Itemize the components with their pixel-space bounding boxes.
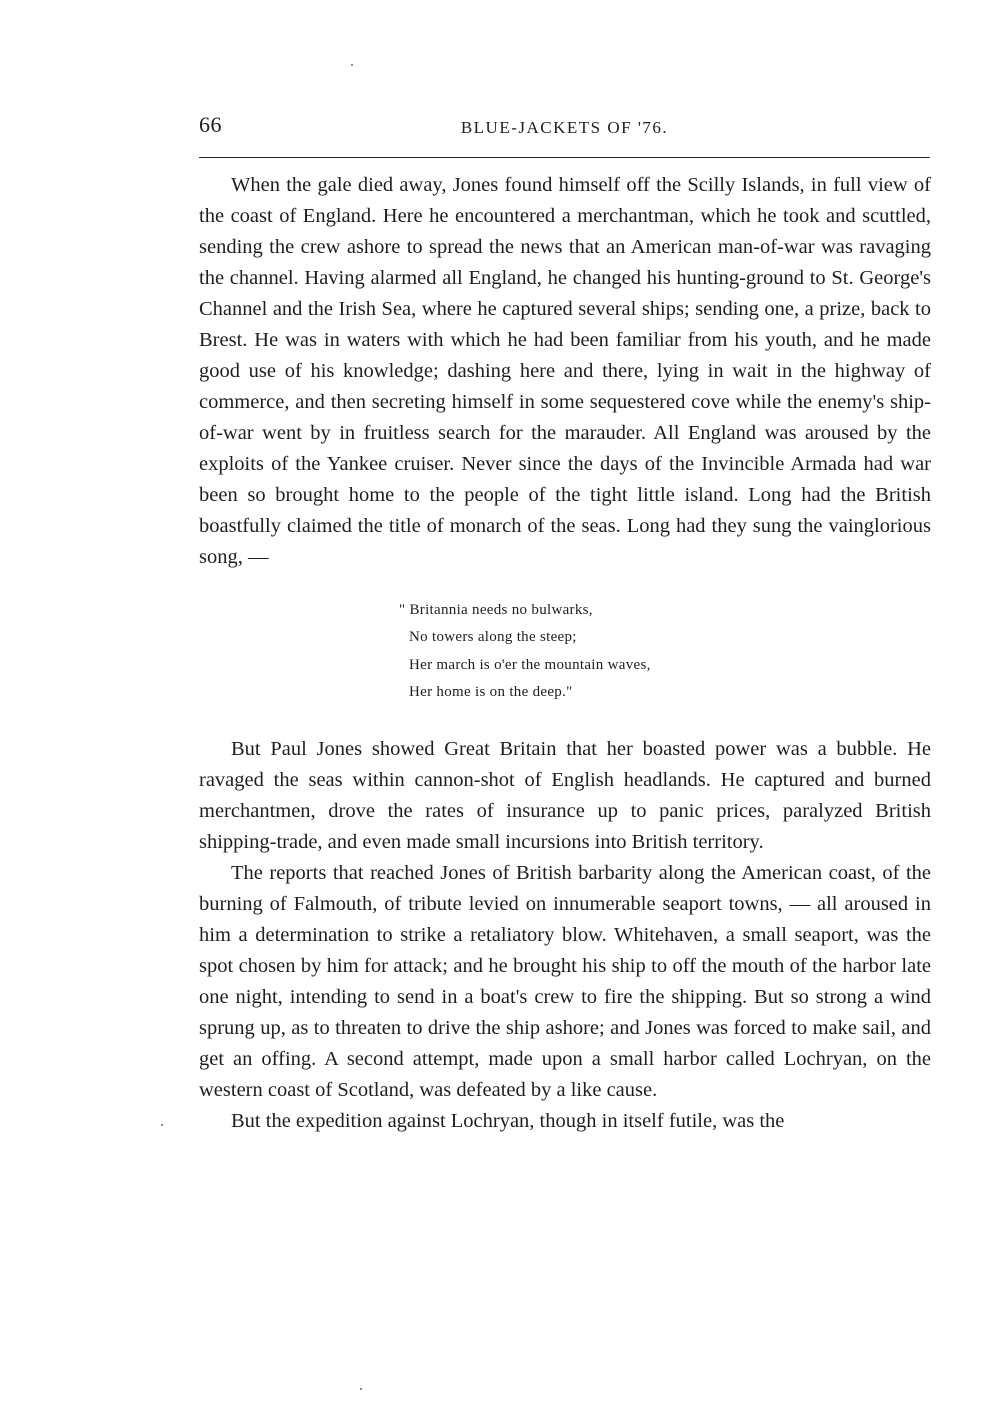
paragraph-reports: The reports that reached Jones of British barbarity along the American coast, of the burning of Falmouth, of tribute levied on innumerable seaport towns, — all aroused in him a determination to strike a retaliatory blow. Whitehaven, a small seaport, was the spot chosen by him for attack; and he brought his ship to off the mouth of the harbor late one night, intending to send in a boat's crew to fire the shipping. But so strong a wind sprung up, as to threaten to drive the ship ashore; and Jones was forced to make sail, and get an offing. A second attempt, made upon a small harbor called Lochryan, on the western coast of Scotland, was defeated by a like cause.: [199, 862, 931, 1102]
poem-line-4: Her home is on the deep.": [409, 683, 573, 700]
paragraph-bubble: But Paul Jones showed Great Britain that her boasted power was a bubble. He ravaged the seas within cannon-shot of English headlands. He captured and burned merchantmen, drove the rates of insurance up to panic prices, paralyzed British shipping-trade, and even made small incursions into British territory.: [199, 738, 931, 854]
running-title: BLUE-JACKETS OF '76.: [460, 118, 669, 137]
poem-quote: [399, 597, 931, 706]
print-speck: [161, 1124, 163, 1126]
print-speck: [351, 64, 353, 66]
paragraph-lochryan: But the expedition against Lochryan, though in itself futile, was the: [231, 1110, 785, 1133]
poem-line-1: " Britannia needs no bulwarks,: [399, 602, 593, 618]
paragraph-gale: When the gale died away, Jones found himself off the Scilly Islands, in full view of the coast of England. Here he encountered a merchantman, which he took and scuttled, sending the crew ashore to spread the news that an American man-of-war was ravaging the channel. Having alarmed all England, he changed his hunting-ground to St. George's Channel and the Irish Sea, where he captured several ships; sending one, a prize, back to Brest. He was in waters with which he had been familiar from his youth, and he made good use of his knowledge; dashing here and there, lying in wait in the highway of commerce, and then secreting himself in some sequestered cove while the enemy's ship-of-war went by in fruitless search for the marauder. All England was aroused by the exploits of the Yankee cruiser. Never since the days of the Invincible Armada had war been so brought home to the people of the tight little island. Long had the British boastfully claimed the title of monarch of the seas. Long had they sung the vainglorious song, —: [199, 174, 931, 568]
page-number: 66: [199, 112, 222, 137]
body-text: [199, 170, 931, 1137]
header-rule: [199, 157, 930, 158]
poem-line-3: Her march is o'er the mountain waves,: [409, 656, 651, 673]
poem-line-2: No towers along the steep;: [409, 629, 577, 646]
print-speck: [360, 1388, 362, 1390]
page-header: [199, 112, 930, 146]
